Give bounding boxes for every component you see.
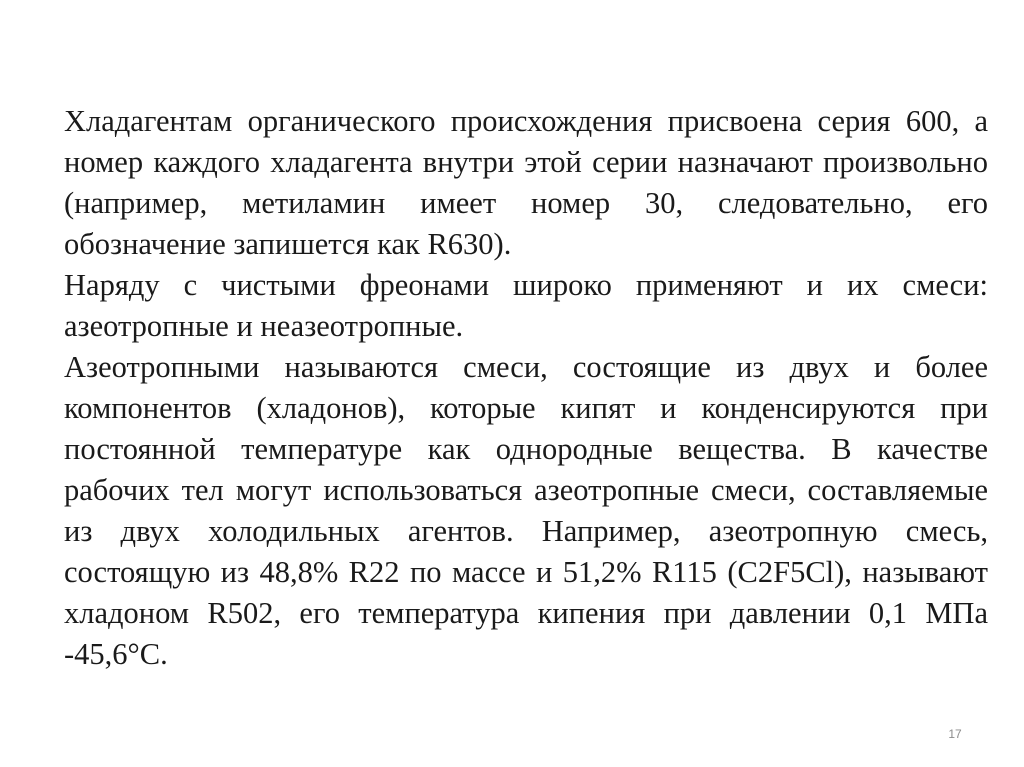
slide-body <box>64 101 988 675</box>
paragraph-organic-refrigerants: Хладагентам органического происхождения присвоена серия 600, а номер каждого хладагента внутри этой серии назначают произвольно (например, метиламин имеет номер 30, следовательно, его обозначение запишется как R630). <box>64 104 988 261</box>
page-number: 17 <box>948 727 962 741</box>
paragraph-freon-mixtures: Наряду с чистыми фреонами широко применяют и их смеси: азеотропные и неазеотропные. <box>64 268 988 343</box>
paragraph-azeotropic-mixtures: Азеотропными называются смеси, состоящие из двух и более компонентов (хладонов), которые кипят и конденсируются при постоянной температуре как однородные вещества. В качестве рабочих тел могут использоваться азеотропные смеси, составляемые из двух холодильных агентов. Например, азеотропную смесь, состоящую из 48,8% R22 по массе и 51,2% R115 (C2F5Cl), называют хладоном R502, его температура кипения при давлении 0,1 МПа -45,6°С. <box>64 350 988 671</box>
